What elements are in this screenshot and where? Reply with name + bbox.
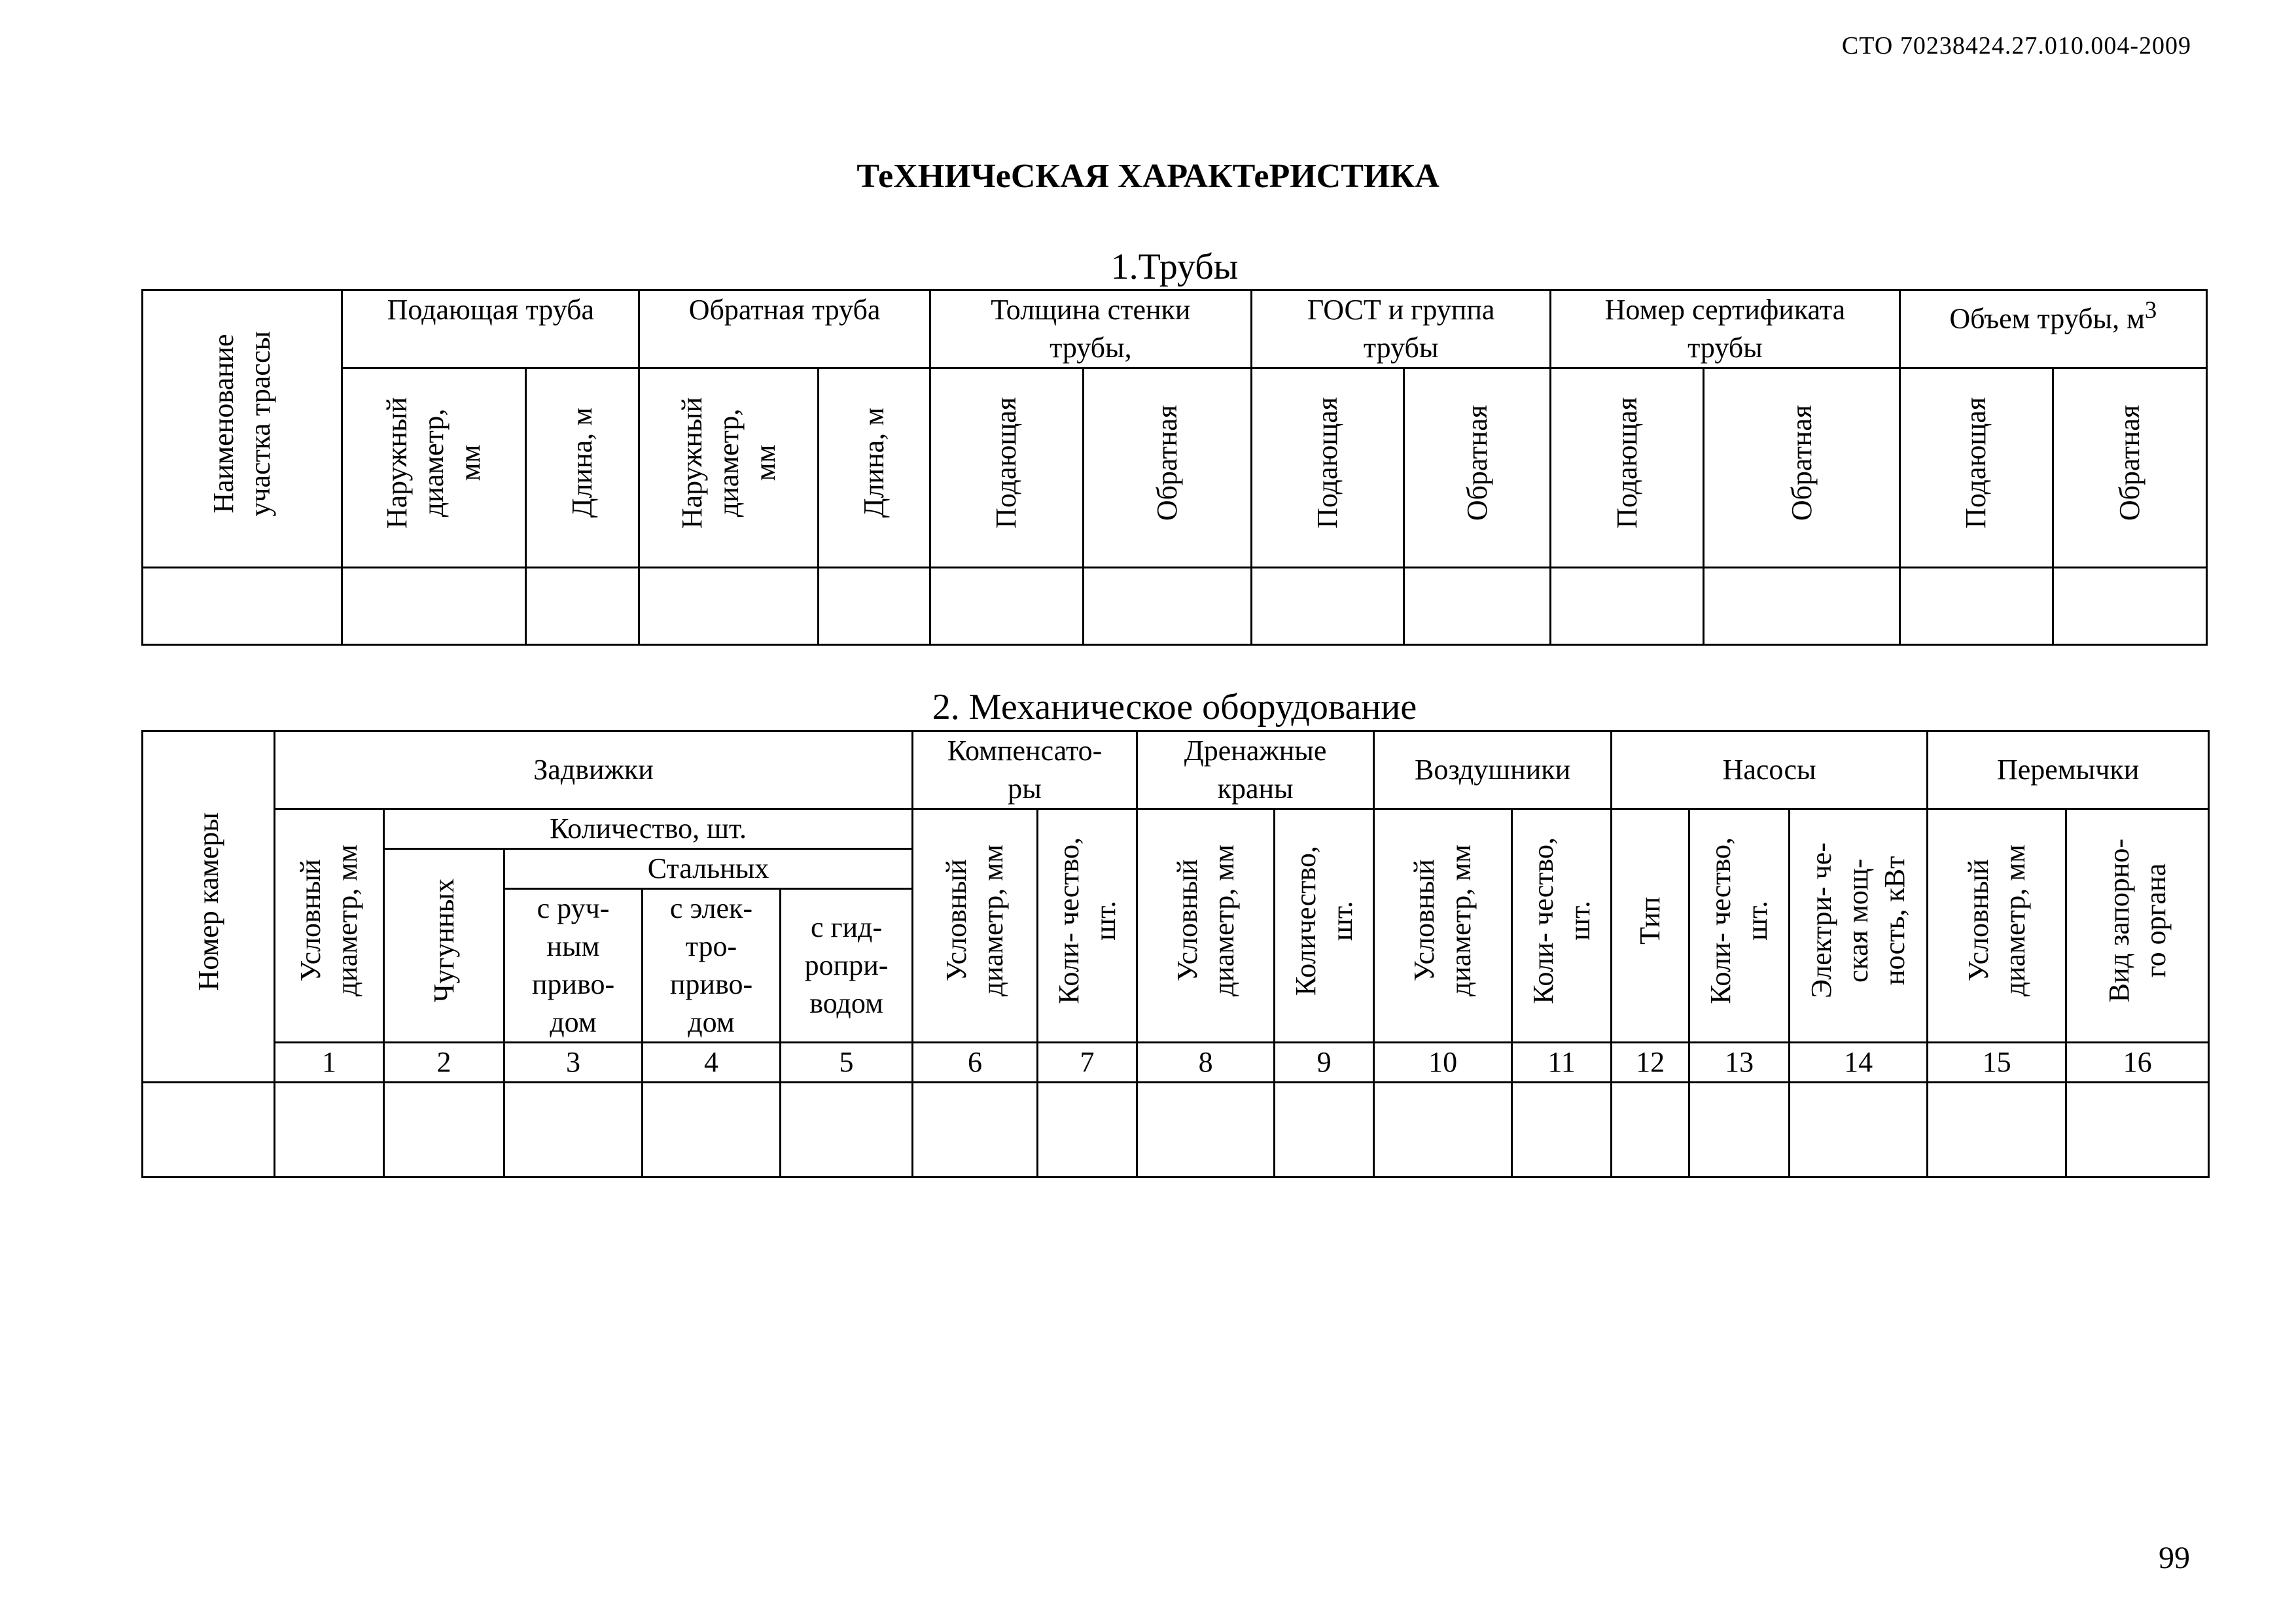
- header-certificate-number: Номер сертификата трубы: [1551, 290, 1899, 368]
- section-1-caption: 1.Трубы: [1110, 247, 1239, 287]
- header-section-name: Наименование участка трассы: [143, 290, 342, 568]
- col-air-quantity: Коли- чество, шт.: [1512, 809, 1612, 1043]
- col-valve-diameter: Условный диаметр, мм: [275, 809, 384, 1043]
- empty-cell: [1928, 1083, 2066, 1178]
- header-drain-valves: Дренажные краны: [1137, 731, 1374, 809]
- column-number: 11: [1512, 1043, 1612, 1083]
- column-number: 9: [1275, 1043, 1374, 1083]
- column-number: 2: [384, 1043, 504, 1083]
- column-number: 10: [1374, 1043, 1512, 1083]
- col-drain-quantity: Количество, шт.: [1275, 809, 1374, 1043]
- column-number: 1: [275, 1043, 384, 1083]
- empty-cell: [1612, 1083, 1689, 1178]
- equipment-table: [141, 730, 2210, 1178]
- header-jumpers: Перемычки: [1928, 731, 2209, 809]
- empty-cell: [1404, 568, 1551, 645]
- empty-cell: [1275, 1083, 1374, 1178]
- col-compensator-diameter: Условный диаметр, мм: [913, 809, 1038, 1043]
- column-number: 14: [1790, 1043, 1928, 1083]
- empty-cell: [818, 568, 930, 645]
- header-steel: Стальных: [504, 849, 913, 889]
- subheader-wall-return: Обратная: [1083, 368, 1251, 568]
- col-jumper-shutoff-type: Вид запорно- го органа: [2066, 809, 2209, 1043]
- col-pump-quantity: Коли- чество, шт.: [1689, 809, 1790, 1043]
- empty-cell: [913, 1083, 1038, 1178]
- empty-cell: [639, 568, 818, 645]
- col-hydraulic-drive: с гид- ропри- водом: [781, 889, 913, 1043]
- empty-cell: [275, 1083, 384, 1178]
- column-number: 16: [2066, 1043, 2209, 1083]
- subheader-return-length: Длина, м: [818, 368, 930, 568]
- section-2-caption: 2. Механическое оборудование: [932, 687, 1417, 727]
- col-electric-drive: с элек- тро- приво- дом: [643, 889, 781, 1043]
- empty-cell: [1374, 1083, 1512, 1178]
- col-jumper-diameter: Условный диаметр, мм: [1928, 809, 2066, 1043]
- empty-cell: [1790, 1083, 1928, 1178]
- col-pump-type: Тип: [1612, 809, 1689, 1043]
- empty-cell: [1704, 568, 1899, 645]
- col-compensator-quantity: Коли- чество, шт.: [1038, 809, 1137, 1043]
- empty-cell: [1137, 1083, 1275, 1178]
- empty-cell: [643, 1083, 781, 1178]
- document-code: СТО 70238424.27.010.004-2009: [1841, 32, 2191, 60]
- empty-cell: [1252, 568, 1404, 645]
- empty-cell: [1551, 568, 1704, 645]
- column-number: 8: [1137, 1043, 1275, 1083]
- empty-cell: [1512, 1083, 1612, 1178]
- empty-cell: [1899, 568, 2053, 645]
- column-number: 13: [1689, 1043, 1790, 1083]
- empty-cell: [504, 1083, 643, 1178]
- header-gost-group: ГОСТ и группа трубы: [1252, 290, 1551, 368]
- header-camera-number: Номер камеры: [143, 731, 275, 1083]
- column-number: 5: [781, 1043, 913, 1083]
- header-compensators: Компенсато- ры: [913, 731, 1137, 809]
- page-title: ТеХНИЧеСКАЯ ХАРАКТеРИСТИКА: [857, 158, 1439, 195]
- subheader-cert-return: Обратная: [1704, 368, 1899, 568]
- column-number-row: [143, 1043, 2209, 1083]
- header-quantity: Количество, шт.: [384, 809, 913, 849]
- subheader-cert-supply: Подающая: [1551, 368, 1704, 568]
- column-number: 7: [1038, 1043, 1137, 1083]
- subheader-gost-supply: Подающая: [1252, 368, 1404, 568]
- subheader-gost-return: Обратная: [1404, 368, 1551, 568]
- header-pumps: Насосы: [1612, 731, 1928, 809]
- header-valves: Задвижки: [275, 731, 913, 809]
- column-number: 12: [1612, 1043, 1689, 1083]
- empty-cell: [1038, 1083, 1137, 1178]
- empty-cell: [2066, 1083, 2209, 1178]
- subheader-wall-supply: Подающая: [930, 368, 1083, 568]
- page-number: 99: [2159, 1541, 2190, 1575]
- header-supply-pipe: Подающая труба: [342, 290, 639, 368]
- subheader-supply-length: Длина, м: [526, 368, 639, 568]
- subheader-supply-diameter: Наружный диаметр, мм: [342, 368, 526, 568]
- column-number: 6: [913, 1043, 1038, 1083]
- column-number: 3: [504, 1043, 643, 1083]
- empty-cell: [781, 1083, 913, 1178]
- col-air-diameter: Условный диаметр, мм: [1374, 809, 1512, 1043]
- empty-cell: [930, 568, 1083, 645]
- col-drain-diameter: Условный диаметр, мм: [1137, 809, 1275, 1043]
- subheader-return-diameter: Наружный диаметр, мм: [639, 368, 818, 568]
- subheader-volume-return: Обратная: [2053, 368, 2206, 568]
- empty-cell: [384, 1083, 504, 1178]
- column-number: 4: [643, 1043, 781, 1083]
- header-wall-thickness: Толщина стенки трубы,: [930, 290, 1251, 368]
- empty-cell: [1689, 1083, 1790, 1178]
- header-air-vents: Воздушники: [1374, 731, 1612, 809]
- empty-cell: [342, 568, 526, 645]
- header-return-pipe: Обратная труба: [639, 290, 930, 368]
- empty-cell: [526, 568, 639, 645]
- empty-cell: [143, 568, 342, 645]
- subheader-volume-supply: Подающая: [1899, 368, 2053, 568]
- col-pump-power: Электри- че- ская мощ- ность, кВт: [1790, 809, 1928, 1043]
- pipes-table: [141, 289, 2208, 646]
- column-number: 15: [1928, 1043, 2066, 1083]
- col-cast-iron: Чугунных: [384, 849, 504, 1043]
- col-manual-drive: с руч- ным приво- дом: [504, 889, 643, 1043]
- header-pipe-volume: Объем трубы, $м^3$: [1899, 290, 2206, 368]
- empty-cell: [2053, 568, 2206, 645]
- empty-cell: [1083, 568, 1251, 645]
- empty-cell: [143, 1083, 275, 1178]
